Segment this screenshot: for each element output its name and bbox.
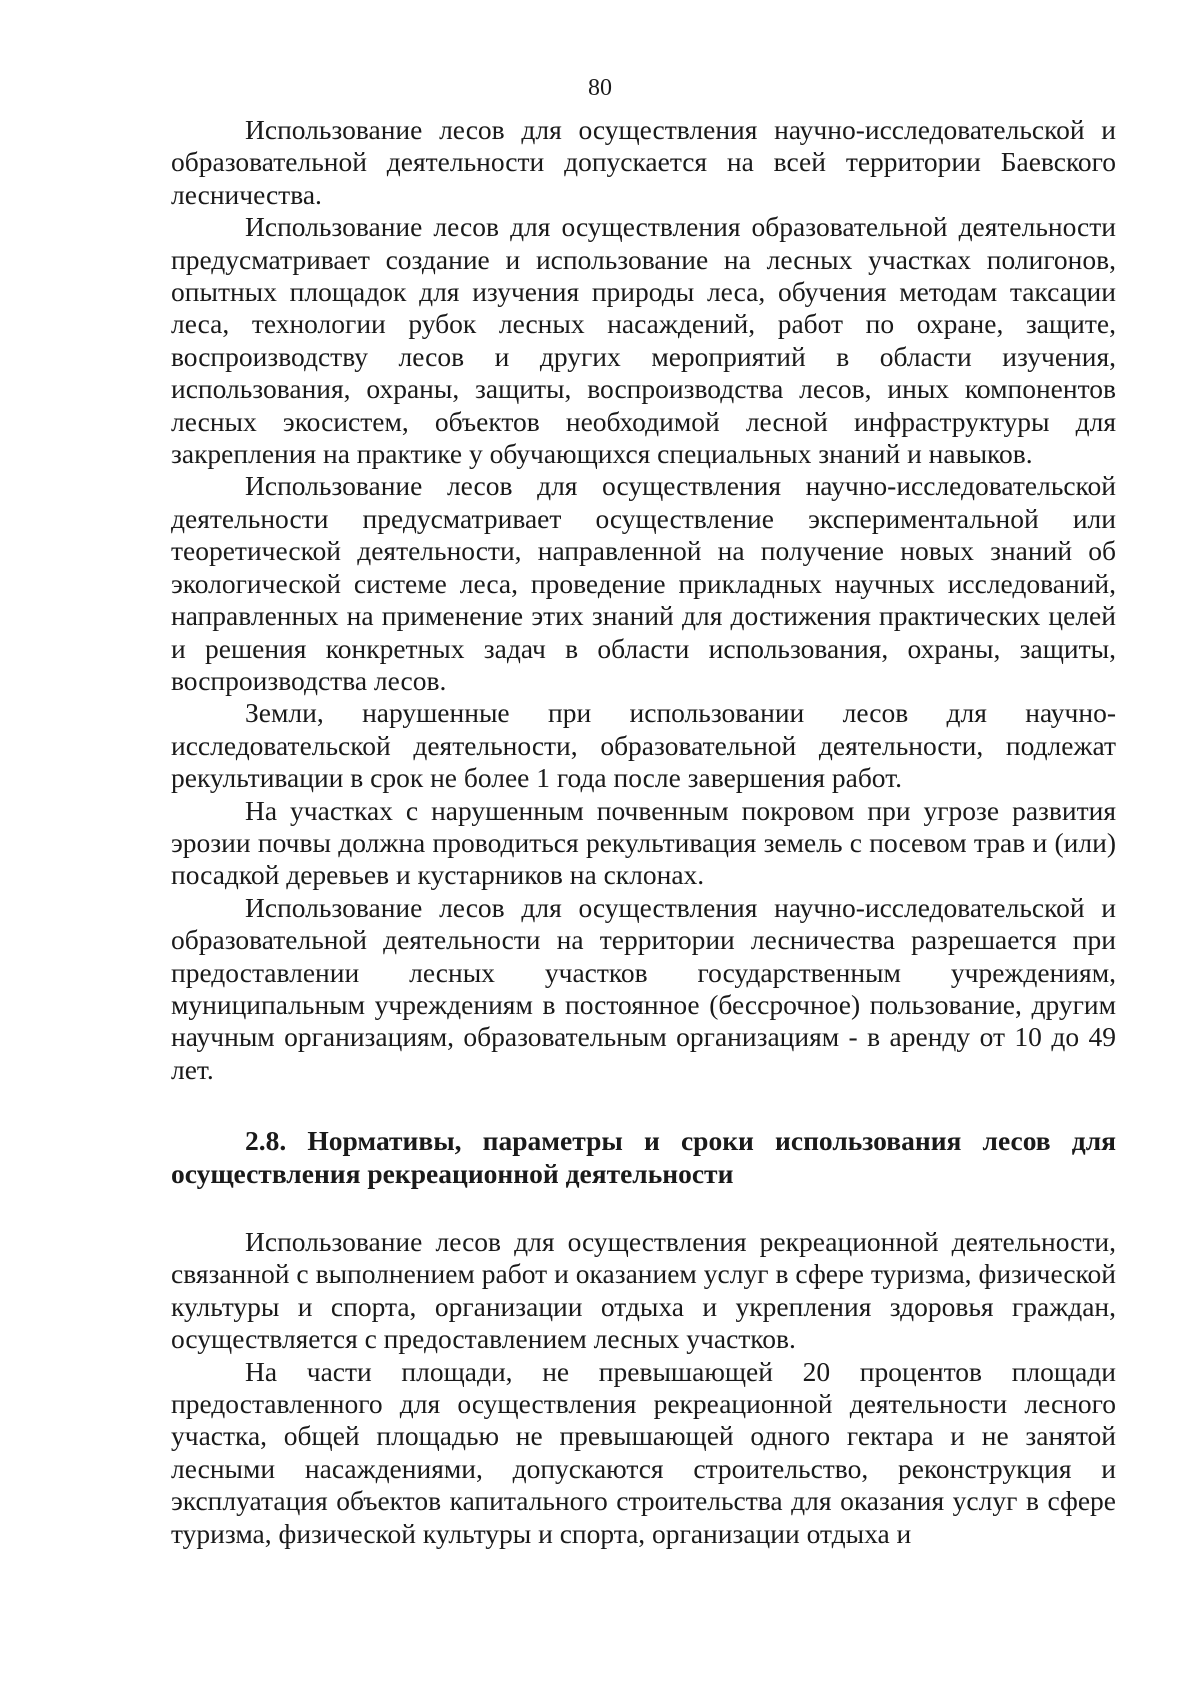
paragraph: На участках с нарушенным почвенным покровом при угрозе развития эрозии почвы должна проводиться рекультивация земель с посевом трав и (или) посадкой деревьев и кустарников на склонах. xyxy=(171,794,1116,891)
document-body xyxy=(171,114,1116,1550)
paragraph: Использование лесов для осуществления рекреационной деятельности, связанной с выполнением работ и оказанием услуг в сфере туризма, физической культуры и спорта, организации отдыха и укрепления здоровья граждан, осуществляется с предоставлением лесных участков. xyxy=(171,1226,1116,1355)
paragraph: Использование лесов для осуществления научно-исследовательской и образовательной деятельности допускается на всей территории Баевского лесничества. xyxy=(171,114,1116,210)
paragraph: На части площади, не превышающей 20 процентов площади предоставленного для осуществления рекреационной деятельности лесного участка, общей площадью не превышающей одного гектара и не занятой лесными насаждениями, допускаются строительство, реконструкция и эксплуатация объектов капитального строительства для оказания услуг в сфере туризма, физической культуры и спорта, организации отдыха и xyxy=(171,1355,1116,1549)
heading-spacer xyxy=(171,1190,1116,1226)
page-number: 80 xyxy=(588,75,612,101)
paragraph: Земли, нарушенные при использовании лесов для научно-исследовательской деятельности, образовательной деятельности, подлежат рекультивации в срок не более 1 года после завершения работ. xyxy=(171,697,1116,794)
paragraph: Использование лесов для осуществления научно-исследовательской деятельности предусматривает осуществление экспериментальной или теоретической деятельности, направленной на получение новых знаний об экологической системе леса, проведение прикладных научных исследований, направленных на применение этих знаний для достижения практических целей и решения конкретных задач в области использования, охраны, защиты, воспроизводства лесов. xyxy=(171,470,1116,696)
paragraph: Использование лесов для осуществления образовательной деятельности предусматривает создание и использование на лесных участках полигонов, опытных площадок для изучения природы леса, обучения методам таксации леса, технологии рубок лесных насаждений, работ по охране, защите, воспроизводству лесов и других мероприятий в области изучения, использования, охраны, защиты, воспроизводства лесов, иных компонентов лесных экосистем, объектов необходимой лесной инфраструктуры для закрепления на практике у обучающихся специальных знаний и навыков. xyxy=(171,211,1116,470)
section-heading: 2.8. Нормативы, параметры и сроки использования лесов для осуществления рекреационной деятельности xyxy=(171,1125,1116,1189)
paragraph: Использование лесов для осуществления научно-исследовательской и образовательной деятельности на территории лесничества разрешается при предоставлении лесных участков государственным учреждениям, муниципальным учреждениям в постоянное (бессрочное) пользование, другим научным организациям, образовательным организациям - в аренду от 10 до 49 лет. xyxy=(171,891,1116,1085)
